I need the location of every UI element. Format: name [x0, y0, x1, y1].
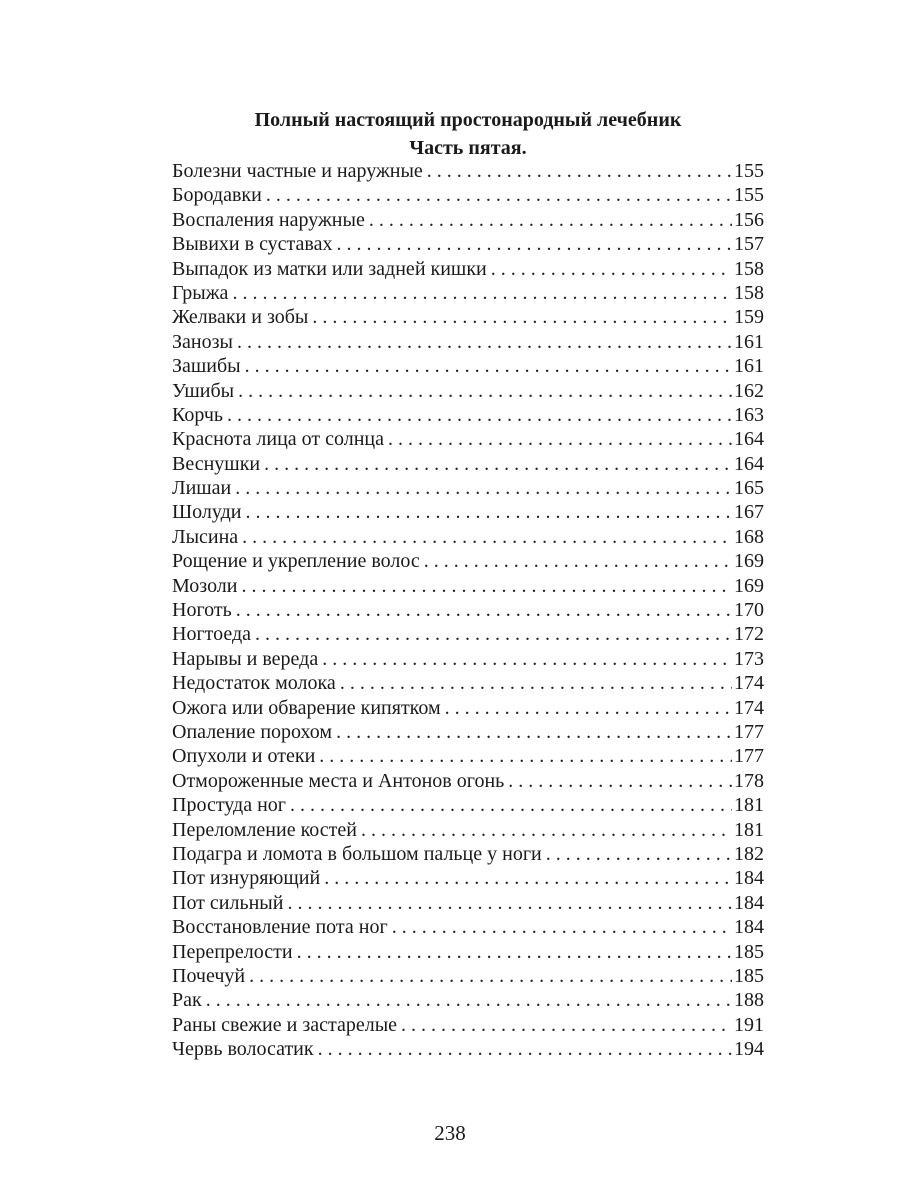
- toc-entry-title: Лысина: [172, 525, 239, 548]
- toc-entry-title: Болезни частные и наружные: [172, 160, 423, 182]
- toc-entry: [172, 330, 764, 354]
- part-title: Часть пятая.: [409, 137, 527, 159]
- toc-entry-page: 164: [734, 452, 764, 475]
- dot-leader: [336, 720, 732, 744]
- table-of-contents: [172, 159, 764, 1061]
- toc-entry-title: Подагра и ломота в большом пальце у ноги: [172, 842, 542, 865]
- toc-entry-title: Ожога или обварение кипятком: [172, 696, 441, 719]
- toc-entry-page: 159: [734, 306, 764, 329]
- toc-entry-page: 168: [734, 525, 764, 548]
- toc-entry-page: 167: [734, 501, 764, 524]
- toc-entry: [172, 1013, 764, 1037]
- toc-entry-title: Краснота лица от солнца: [172, 428, 385, 451]
- toc-entry-title: Переломление костей: [172, 818, 357, 841]
- dot-leader: [361, 818, 732, 842]
- toc-entry: [172, 476, 764, 500]
- toc-entry-page: 184: [734, 867, 764, 890]
- dot-leader: [290, 793, 732, 817]
- dot-leader: [237, 330, 732, 354]
- dot-leader: [424, 549, 732, 573]
- toc-entry-page: 191: [734, 1013, 764, 1036]
- toc-entry-page: 170: [734, 599, 764, 622]
- toc-entry-title: Шолуди: [172, 501, 242, 524]
- dot-leader: [401, 1013, 732, 1037]
- toc-entry-title: Раны свежие и застарелые: [172, 1013, 398, 1036]
- toc-entry-page: 162: [734, 379, 764, 402]
- toc-entry-page: 185: [734, 940, 764, 963]
- toc-entry-title: Выпадок из матки или задней кишки: [172, 257, 487, 280]
- dot-leader: [445, 696, 732, 720]
- dot-leader: [508, 769, 732, 793]
- toc-entry-title: Нарывы и вереда: [172, 647, 319, 670]
- toc-entry-page: 194: [734, 1038, 764, 1061]
- toc-entry-title: Воспаления наружные: [172, 208, 365, 231]
- dot-leader: [312, 305, 732, 329]
- toc-entry-page: 173: [734, 647, 764, 670]
- toc-entry: [172, 696, 764, 720]
- toc-entry-title: Веснушки: [172, 452, 261, 475]
- toc-entry: [172, 720, 764, 744]
- toc-entry-title: Бородавки: [172, 184, 262, 207]
- toc-entry-page: 185: [734, 964, 764, 987]
- toc-entry-page: 158: [734, 257, 764, 280]
- dot-leader: [287, 891, 732, 915]
- toc-entry-page: 184: [734, 891, 764, 914]
- toc-entry-title: Отмороженные места и Антонов огонь: [172, 769, 505, 792]
- toc-entry-page: 165: [734, 477, 764, 500]
- toc-entry-page: 169: [734, 550, 764, 573]
- toc-entry-page: 184: [734, 916, 764, 939]
- toc-entry-page: 188: [734, 989, 764, 1012]
- dot-leader: [336, 232, 732, 256]
- toc-entry-page: 178: [734, 769, 764, 792]
- dot-leader: [546, 842, 732, 866]
- toc-entry-page: 156: [734, 208, 764, 231]
- toc-entry-page: 177: [734, 745, 764, 768]
- dot-leader: [322, 647, 732, 671]
- dot-leader: [388, 427, 732, 451]
- toc-entry-page: 155: [734, 160, 764, 182]
- toc-entry: [172, 647, 764, 671]
- dot-leader: [246, 500, 732, 524]
- toc-entry: [172, 525, 764, 549]
- toc-entry: [172, 257, 764, 281]
- toc-entry-page: 169: [734, 574, 764, 597]
- dot-leader: [242, 525, 732, 549]
- toc-entry-title: Простуда ног: [172, 794, 286, 817]
- toc-entry-page: 174: [734, 672, 764, 695]
- toc-entry-title: Мозоли: [172, 574, 238, 597]
- toc-entry-page: 155: [734, 184, 764, 207]
- toc-entry: [172, 549, 764, 573]
- dot-leader: [235, 476, 732, 500]
- toc-entry-title: Лишаи: [172, 477, 232, 500]
- dot-leader: [319, 744, 732, 768]
- toc-entry: [172, 671, 764, 695]
- toc-entry: [172, 891, 764, 915]
- toc-entry: [172, 281, 764, 305]
- dot-leader: [264, 452, 732, 476]
- toc-entry-title: Занозы: [172, 330, 233, 353]
- toc-entry-page: 177: [734, 720, 764, 743]
- toc-entry-title: Зашибы: [172, 355, 241, 378]
- toc-entry-page: 157: [734, 233, 764, 256]
- toc-entry: [172, 818, 764, 842]
- toc-entry: [172, 842, 764, 866]
- toc-entry-page: 182: [734, 842, 764, 865]
- toc-entry: [172, 379, 764, 403]
- toc-entry: [172, 598, 764, 622]
- toc-entry: [172, 793, 764, 817]
- toc-entry-title: Недостаток молока: [172, 672, 336, 695]
- toc-entry-title: Перепрелости: [172, 940, 293, 963]
- dot-leader: [242, 574, 733, 598]
- dot-leader: [427, 159, 732, 183]
- toc-entry-title: Рак: [172, 989, 202, 1012]
- dot-leader: [249, 964, 732, 988]
- toc-entry: [172, 232, 764, 256]
- dot-leader: [491, 257, 732, 281]
- toc-entry: [172, 988, 764, 1012]
- toc-entry: [172, 744, 764, 768]
- dot-leader: [232, 281, 732, 305]
- toc-entry-title: Рощение и укрепление волос: [172, 550, 420, 573]
- toc-entry: [172, 915, 764, 939]
- toc-entry: [172, 354, 764, 378]
- toc-entry-page: 181: [734, 794, 764, 817]
- toc-entry-page: 158: [734, 281, 764, 304]
- dot-leader: [392, 915, 732, 939]
- dot-leader: [227, 403, 732, 427]
- dot-leader: [255, 622, 732, 646]
- toc-entry: [172, 403, 764, 427]
- dot-leader: [340, 671, 732, 695]
- toc-entry-title: Желваки и зобы: [172, 306, 309, 329]
- toc-entry-page: 163: [734, 403, 764, 426]
- toc-entry: [172, 183, 764, 207]
- toc-entry-title: Почечуй: [172, 964, 246, 987]
- toc-entry-title: Червь волосатик: [172, 1038, 314, 1061]
- toc-entry-title: Корчь: [172, 403, 224, 426]
- toc-entry: [172, 940, 764, 964]
- toc-entry-title: Вывихи в суставах: [172, 233, 333, 256]
- toc-entry: [172, 427, 764, 451]
- book-title: Полный настоящий простонародный лечебник: [254, 109, 682, 131]
- toc-entry: [172, 1037, 764, 1061]
- dot-leader: [236, 598, 732, 622]
- toc-entry-title: Ушибы: [172, 379, 235, 402]
- toc-entry-title: Восстановление пота ног: [172, 916, 388, 939]
- toc-entry: [172, 159, 764, 183]
- toc-entry-title: Ногтоеда: [172, 623, 252, 646]
- toc-entry: [172, 574, 764, 598]
- toc-entry: [172, 305, 764, 329]
- toc-entry-title: Опухоли и отеки: [172, 745, 316, 768]
- toc-entry: [172, 769, 764, 793]
- page-number: 238: [434, 1121, 466, 1145]
- dot-leader: [238, 379, 732, 403]
- dot-leader: [369, 208, 732, 232]
- dot-leader: [318, 1037, 732, 1061]
- toc-entry-page: 161: [734, 330, 764, 353]
- toc-entry-title: Пот изнуряющий: [172, 867, 321, 890]
- toc-entry-title: Опаление порохом: [172, 720, 333, 743]
- toc-entry-title: Грыжа: [172, 281, 229, 304]
- toc-entry-page: 161: [734, 355, 764, 378]
- toc-entry-page: 164: [734, 428, 764, 451]
- toc-entry-title: Пот сильный: [172, 891, 284, 914]
- toc-entry: [172, 500, 764, 524]
- dot-leader: [297, 940, 732, 964]
- dot-leader: [324, 866, 732, 890]
- toc-entry: [172, 452, 764, 476]
- toc-entry: [172, 622, 764, 646]
- dot-leader: [266, 183, 732, 207]
- toc-entry: [172, 208, 764, 232]
- toc-entry-page: 181: [734, 818, 764, 841]
- dot-leader: [245, 354, 732, 378]
- toc-entry: [172, 964, 764, 988]
- dot-leader: [206, 988, 732, 1012]
- toc-entry-title: Ноготь: [172, 599, 232, 622]
- toc-entry-page: 172: [734, 623, 764, 646]
- toc-entry-page: 174: [734, 696, 764, 719]
- toc-entry: [172, 866, 764, 890]
